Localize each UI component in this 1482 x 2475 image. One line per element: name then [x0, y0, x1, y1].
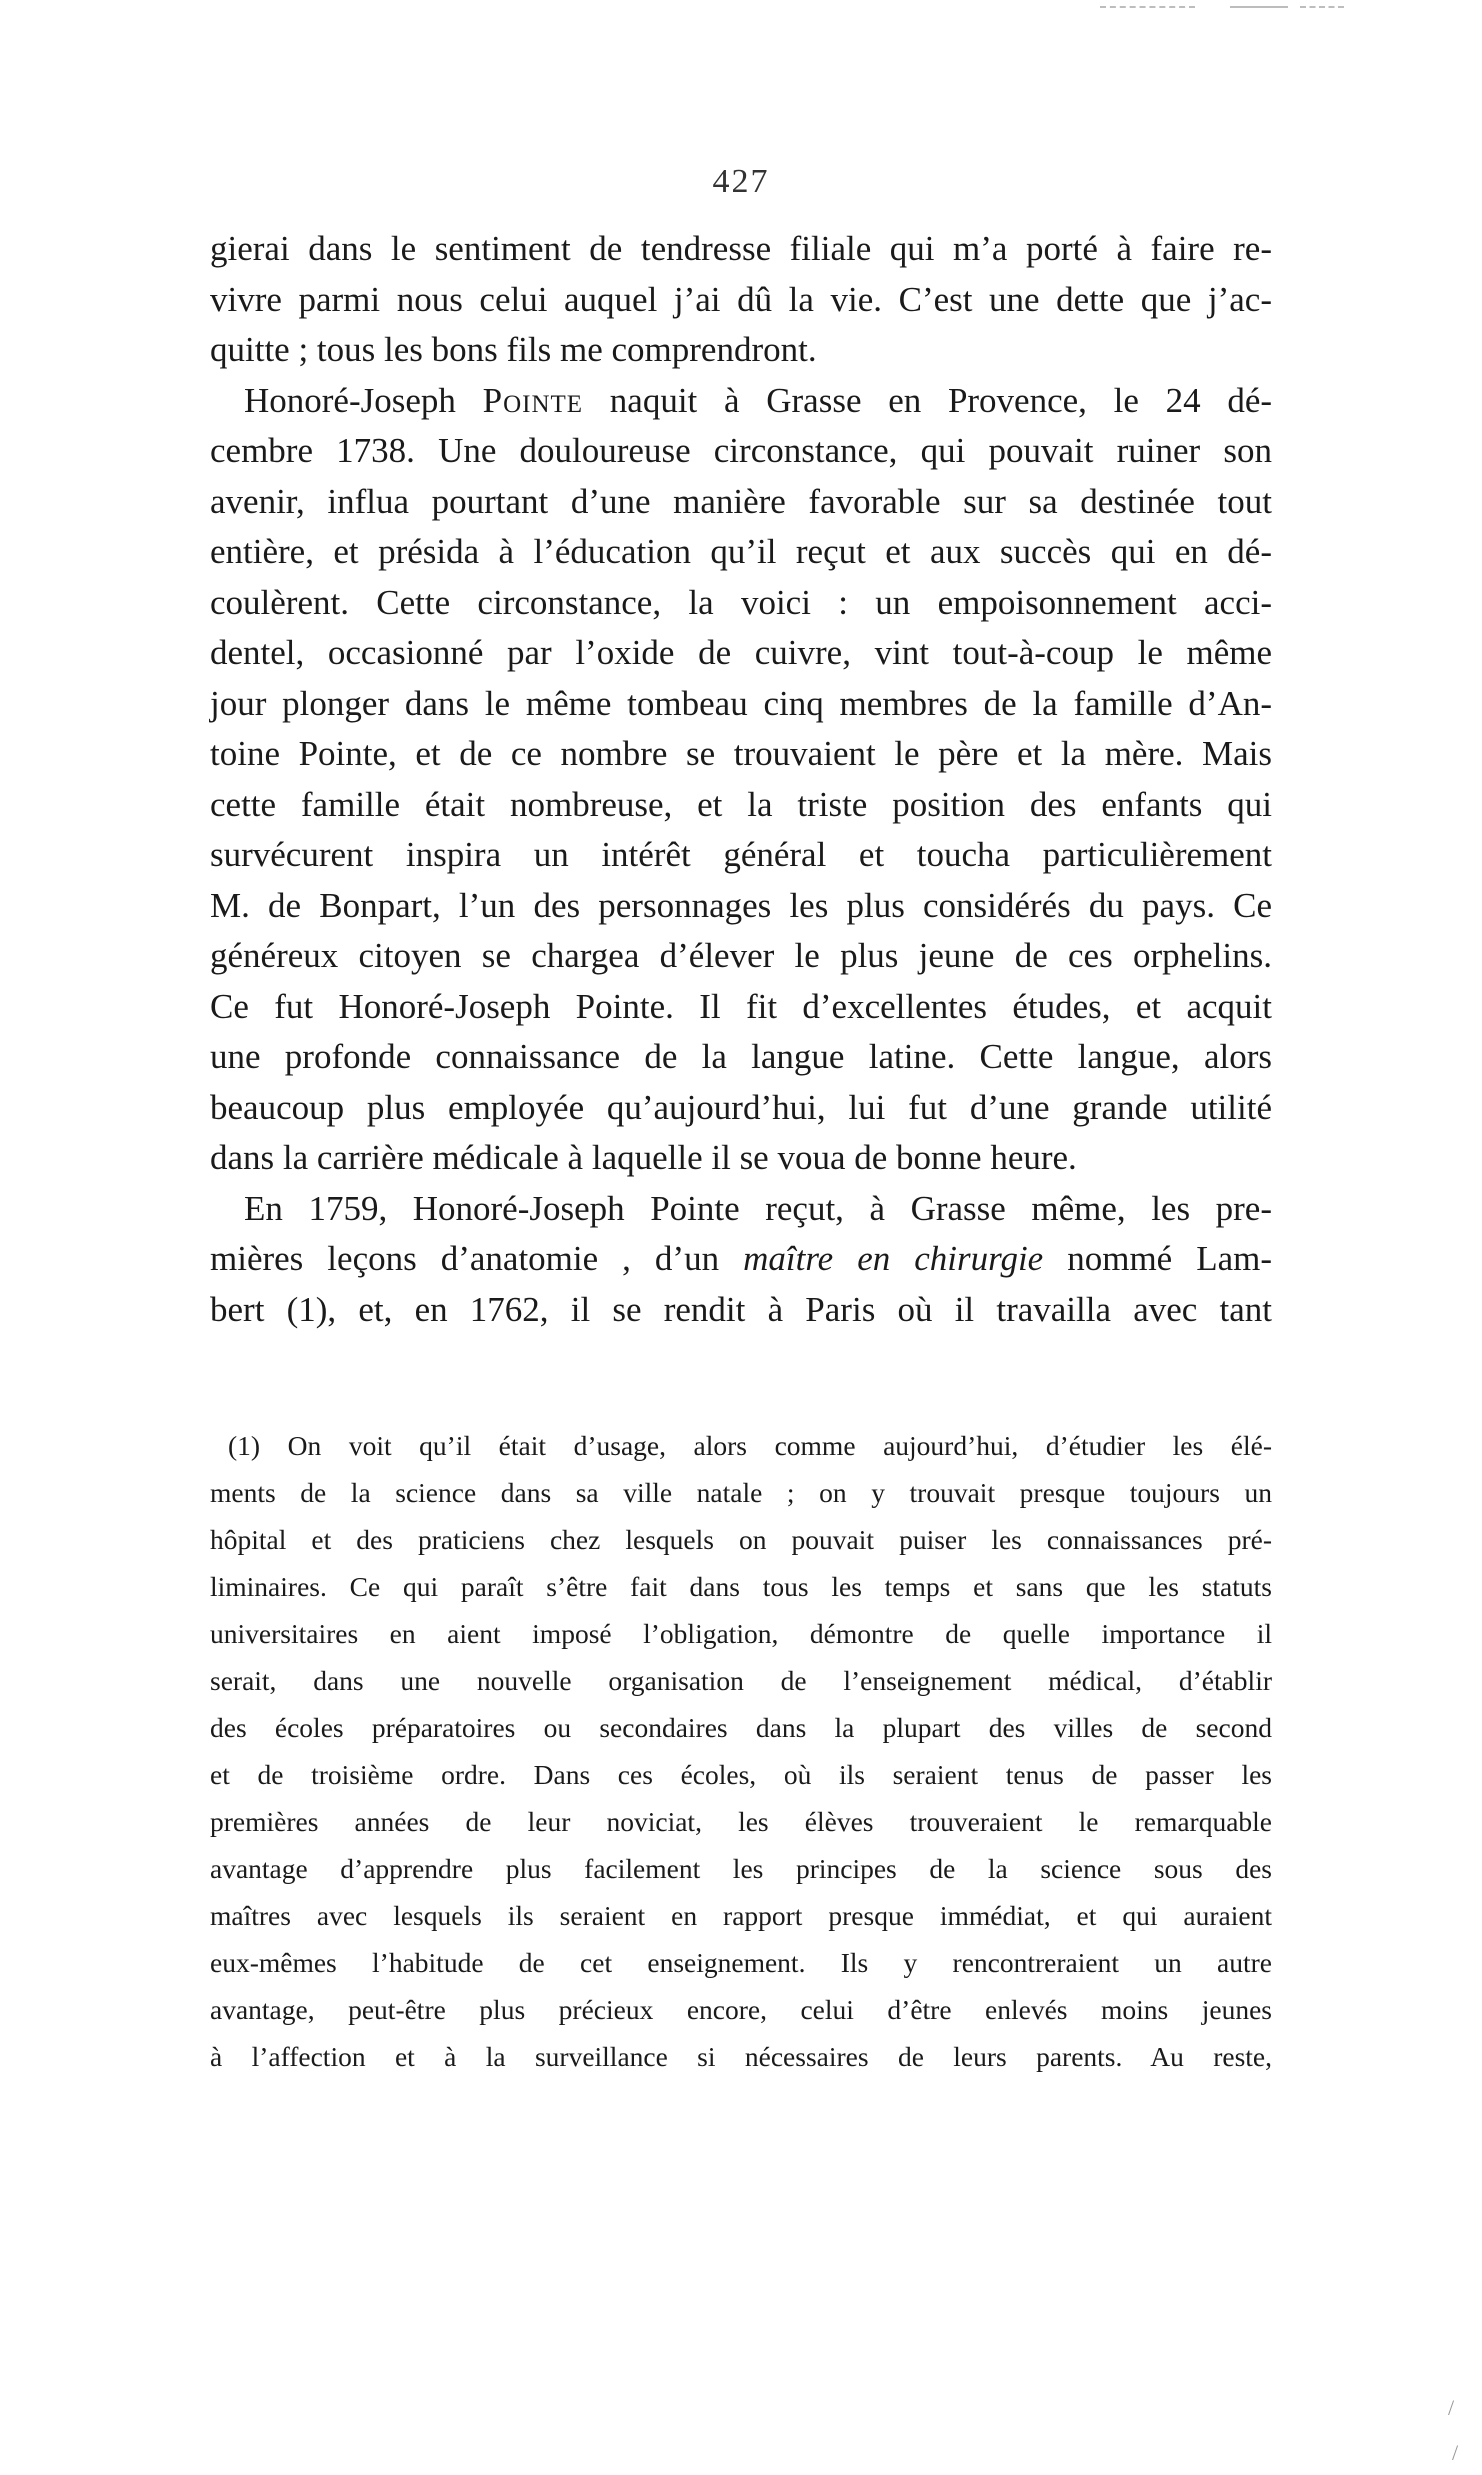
text-line: vivre parmi nous celui auquel j’ai dû la vie. C’est une dette que j’ac- [210, 279, 1272, 319]
ink-mark: / [1448, 2395, 1455, 2420]
footnote [210, 1422, 1272, 2080]
scan-edge-mark [1230, 6, 1288, 8]
text-line: cembre 1738. Une douloureuse circonstance, qui pouvait ruiner son [210, 431, 1272, 470]
footnote-line: des écoles préparatoires ou secondaires dans la plupart des villes de second [210, 1712, 1272, 1743]
footnote-line: universitaires en aient imposé l’obligation, démontre de quelle importance il [210, 1618, 1272, 1649]
footnote-line: maîtres avec lesquels ils seraient en rapport presque immédiat, et qui auraient [210, 1900, 1272, 1931]
italic-phrase: maître en chirurgie [743, 1239, 1044, 1278]
footnote-line: ments de la science dans sa ville natale ; on y trouvait presque toujours un [210, 1477, 1272, 1508]
text-line: toine Pointe, et de ce nombre se trouvaient le père et la mère. Mais [210, 734, 1272, 773]
text-line: survécurent inspira un intérêt général et toucha particulièrement [210, 835, 1272, 874]
text-line: généreux citoyen se chargea d’élever le plus jeune de ces orphelins. [210, 936, 1272, 975]
text-segment: nommé Lam- [1067, 1239, 1273, 1278]
text-line: coulèrent. Cette circonstance, la voici : un empoisonnement acci- [210, 582, 1272, 622]
text-line: quitte ; tous les bons fils me comprendront. [210, 330, 817, 369]
text-line: une profonde connaissance de la langue latine. Cette langue, alors [210, 1037, 1272, 1076]
footnote-line: hôpital et des praticiens chez lesquels on pouvait puiser les connaissances pré- [210, 1524, 1272, 1555]
text-line: cette famille était nombreuse, et la triste position des enfants qui [210, 784, 1272, 824]
text-line [210, 1234, 1272, 1285]
surname-small-caps: Pointe [482, 380, 584, 420]
text-line: avenir, influa pourtant d’une manière favorable sur sa destinée tout [210, 481, 1272, 521]
scan-edge-mark [1300, 6, 1344, 8]
footnote-line: eux-mêmes l’habitude de cet enseignement. Ils y rencontreraient un autre [210, 1947, 1272, 1978]
text-line: dentel, occasionné par l’oxide de cuivre, vint tout-à-coup le même [210, 633, 1272, 672]
text-line: bert (1), et, en 1762, il se rendit à Paris où il travailla avec tant [210, 1289, 1272, 1329]
text-line: gierai dans le sentiment de tendresse filiale qui m’a porté à faire re- [210, 229, 1272, 268]
text-line [210, 376, 1272, 427]
text-segment: Honoré-Joseph [244, 380, 483, 420]
text-line: Ce fut Honoré-Joseph Pointe. Il fit d’excellentes études, et acquit [210, 986, 1272, 1026]
page-number: 427 [712, 163, 770, 200]
text-line: M. de Bonpart, l’un des personnages les plus considérés du pays. Ce [210, 885, 1272, 925]
ink-mark: / [1452, 2440, 1459, 2465]
footnote-line: avantage d’apprendre plus facilement les principes de la science sous des [210, 1853, 1272, 1884]
footnote-line: avantage, peut-être plus précieux encore, celui d’être enlevés moins jeunes [210, 1994, 1272, 2025]
footnote-line: liminaires. Ce qui paraît s’être fait dans tous les temps et sans que les statuts [210, 1571, 1272, 1602]
scan-edge-mark [1100, 6, 1195, 8]
footnote-line: premières années de leur noviciat, les élèves trouveraient le remarquable [210, 1806, 1272, 1837]
text-line: En 1759, Honoré-Joseph Pointe reçut, à Grasse même, les pre- [244, 1188, 1272, 1228]
text-line: dans la carrière médicale à laquelle il se voua de bonne heure. [210, 1138, 1077, 1177]
text-line: jour plonger dans le même tombeau cinq membres de la famille d’An- [210, 683, 1272, 723]
main-text [210, 224, 1272, 1335]
footnote-line: serait, dans une nouvelle organisation de l’enseignement médical, d’établir [210, 1665, 1272, 1696]
footnote-line: (1) On voit qu’il était d’usage, alors comme aujourd’hui, d’étudier les élé- [228, 1430, 1272, 1461]
text-line: beaucoup plus employée qu’aujourd’hui, lui fut d’une grande utilité [210, 1087, 1272, 1127]
footnote-line: à l’affection et à la surveillance si nécessaires de leurs parents. Au reste, [210, 2041, 1272, 2072]
text-line: entière, et présida à l’éducation qu’il reçut et aux succès qui en dé- [210, 532, 1272, 571]
footnote-line: et de troisième ordre. Dans ces écoles, où ils seraient tenus de passer les [210, 1759, 1272, 1790]
text-segment: naquit à Grasse en Provence, le 24 dé- [583, 380, 1273, 420]
text-segment: mières leçons d’anatomie , d’un [210, 1239, 720, 1278]
